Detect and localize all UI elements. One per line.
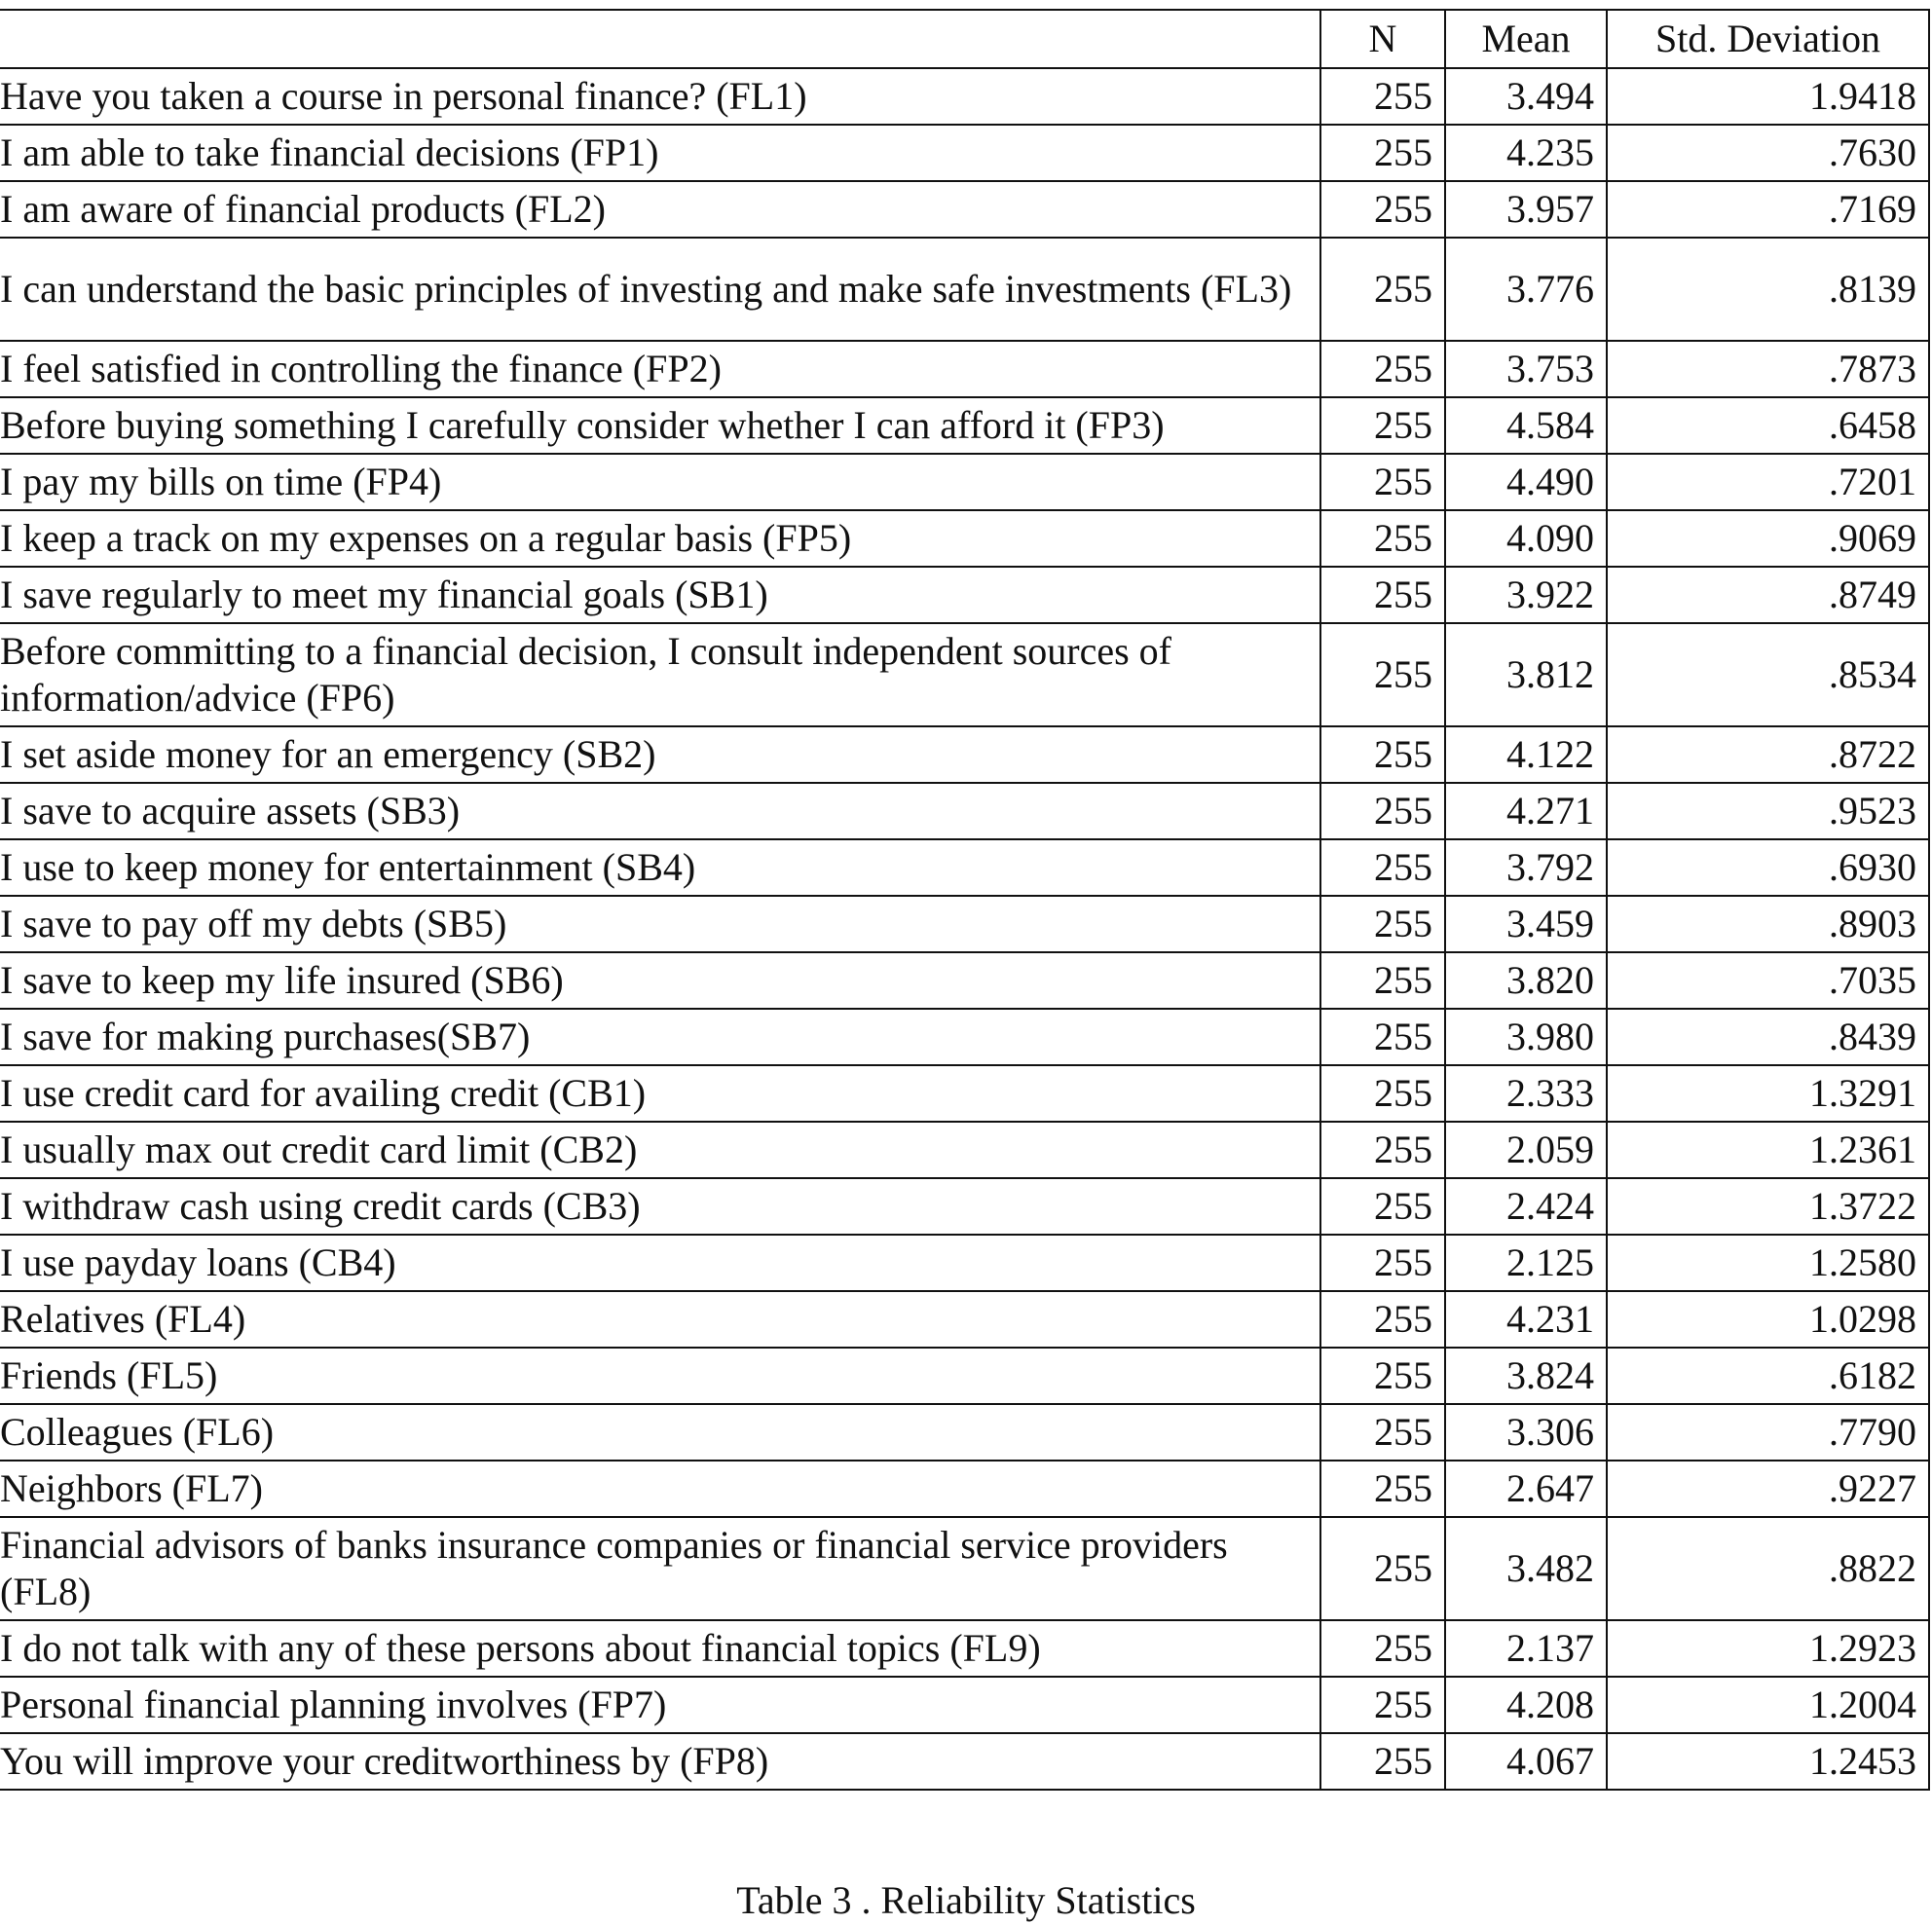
sd-cell: .9523 bbox=[1607, 783, 1929, 839]
item-cell: I pay my bills on time (FP4) bbox=[0, 454, 1320, 510]
table-row bbox=[0, 1404, 1929, 1461]
sd-cell: 1.3291 bbox=[1607, 1065, 1929, 1122]
n-cell: 255 bbox=[1320, 454, 1445, 510]
table-row bbox=[0, 1677, 1929, 1733]
table-row bbox=[0, 341, 1929, 397]
item-cell: Personal financial planning involves (FP7) bbox=[0, 1677, 1320, 1733]
sd-cell: .7201 bbox=[1607, 454, 1929, 510]
mean-cell: 3.482 bbox=[1445, 1517, 1607, 1620]
item-cell: I keep a track on my expenses on a regular basis (FP5) bbox=[0, 510, 1320, 567]
sd-cell: .7630 bbox=[1607, 125, 1929, 181]
n-cell: 255 bbox=[1320, 510, 1445, 567]
table-row bbox=[0, 623, 1929, 726]
table-row bbox=[0, 839, 1929, 896]
item-cell: I am able to take financial decisions (FP1) bbox=[0, 125, 1320, 181]
table-row bbox=[0, 397, 1929, 454]
sd-cell: 1.2004 bbox=[1607, 1677, 1929, 1733]
table-row bbox=[0, 454, 1929, 510]
n-cell: 255 bbox=[1320, 1404, 1445, 1461]
table-row bbox=[0, 896, 1929, 952]
n-cell: 255 bbox=[1320, 952, 1445, 1009]
mean-cell: 4.584 bbox=[1445, 397, 1607, 454]
table-row bbox=[0, 1178, 1929, 1235]
sd-cell: 1.2923 bbox=[1607, 1620, 1929, 1677]
table-row bbox=[0, 68, 1929, 125]
table-row bbox=[0, 1291, 1929, 1348]
item-cell: I can understand the basic principles of investing and make safe investments (FL3) bbox=[0, 238, 1320, 341]
table-row bbox=[0, 567, 1929, 623]
sd-cell: .9069 bbox=[1607, 510, 1929, 567]
n-cell: 255 bbox=[1320, 783, 1445, 839]
n-cell: 255 bbox=[1320, 1291, 1445, 1348]
n-cell: 255 bbox=[1320, 397, 1445, 454]
n-cell: 255 bbox=[1320, 839, 1445, 896]
mean-cell: 2.137 bbox=[1445, 1620, 1607, 1677]
item-cell: I use credit card for availing credit (CB1) bbox=[0, 1065, 1320, 1122]
n-cell: 255 bbox=[1320, 726, 1445, 783]
item-cell: Before buying something I carefully consider whether I can afford it (FP3) bbox=[0, 397, 1320, 454]
n-cell: 255 bbox=[1320, 341, 1445, 397]
n-cell: 255 bbox=[1320, 1235, 1445, 1291]
mean-cell: 2.333 bbox=[1445, 1065, 1607, 1122]
sd-cell: .8822 bbox=[1607, 1517, 1929, 1620]
item-cell: I am aware of financial products (FL2) bbox=[0, 181, 1320, 238]
n-cell: 255 bbox=[1320, 1517, 1445, 1620]
table-row bbox=[0, 125, 1929, 181]
mean-cell: 3.494 bbox=[1445, 68, 1607, 125]
item-cell: Have you taken a course in personal finance? (FL1) bbox=[0, 68, 1320, 125]
sd-cell: .8903 bbox=[1607, 896, 1929, 952]
item-cell: I do not talk with any of these persons about financial topics (FL9) bbox=[0, 1620, 1320, 1677]
mean-cell: 3.753 bbox=[1445, 341, 1607, 397]
mean-cell: 3.776 bbox=[1445, 238, 1607, 341]
sd-cell: .8139 bbox=[1607, 238, 1929, 341]
n-cell: 255 bbox=[1320, 125, 1445, 181]
n-cell: 255 bbox=[1320, 1461, 1445, 1517]
n-cell: 255 bbox=[1320, 1065, 1445, 1122]
item-cell: I save to pay off my debts (SB5) bbox=[0, 896, 1320, 952]
table-row bbox=[0, 783, 1929, 839]
sd-cell: .6182 bbox=[1607, 1348, 1929, 1404]
n-cell: 255 bbox=[1320, 1178, 1445, 1235]
mean-cell: 3.820 bbox=[1445, 952, 1607, 1009]
mean-cell: 2.125 bbox=[1445, 1235, 1607, 1291]
item-cell: I save to acquire assets (SB3) bbox=[0, 783, 1320, 839]
mean-cell: 3.922 bbox=[1445, 567, 1607, 623]
item-cell: I save regularly to meet my financial goals (SB1) bbox=[0, 567, 1320, 623]
table-caption: Table 3 . Reliability Statistics bbox=[736, 1878, 1196, 1922]
n-cell: 255 bbox=[1320, 181, 1445, 238]
mean-cell: 4.490 bbox=[1445, 454, 1607, 510]
sd-cell: .6458 bbox=[1607, 397, 1929, 454]
mean-cell: 3.957 bbox=[1445, 181, 1607, 238]
n-cell: 255 bbox=[1320, 1348, 1445, 1404]
sd-cell: 1.3722 bbox=[1607, 1178, 1929, 1235]
item-cell: Financial advisors of banks insurance companies or financial service providers (FL8) bbox=[0, 1517, 1320, 1620]
item-cell: I set aside money for an emergency (SB2) bbox=[0, 726, 1320, 783]
n-cell: 255 bbox=[1320, 238, 1445, 341]
item-cell: Relatives (FL4) bbox=[0, 1291, 1320, 1348]
table-row bbox=[0, 510, 1929, 567]
table-row bbox=[0, 181, 1929, 238]
item-cell: I use to keep money for entertainment (SB4) bbox=[0, 839, 1320, 896]
table-row bbox=[0, 1348, 1929, 1404]
table-row bbox=[0, 1517, 1929, 1620]
n-cell: 255 bbox=[1320, 1733, 1445, 1790]
sd-cell: 1.2580 bbox=[1607, 1235, 1929, 1291]
sd-cell: .8722 bbox=[1607, 726, 1929, 783]
n-cell: 255 bbox=[1320, 623, 1445, 726]
mean-cell: 3.824 bbox=[1445, 1348, 1607, 1404]
sd-cell: 1.0298 bbox=[1607, 1291, 1929, 1348]
sd-cell: .7873 bbox=[1607, 341, 1929, 397]
mean-cell: 4.271 bbox=[1445, 783, 1607, 839]
item-cell: Before committing to a financial decision, I consult independent sources of information/advice (FP6) bbox=[0, 623, 1320, 726]
n-cell: 255 bbox=[1320, 1620, 1445, 1677]
sd-cell: .8439 bbox=[1607, 1009, 1929, 1065]
header-std-deviation: Std. Deviation bbox=[1607, 10, 1929, 68]
n-cell: 255 bbox=[1320, 896, 1445, 952]
descriptive-statistics-table bbox=[0, 9, 1930, 1791]
mean-cell: 4.231 bbox=[1445, 1291, 1607, 1348]
table-row bbox=[0, 1122, 1929, 1178]
header-item bbox=[0, 10, 1320, 68]
sd-cell: .7790 bbox=[1607, 1404, 1929, 1461]
mean-cell: 4.067 bbox=[1445, 1733, 1607, 1790]
table-row bbox=[0, 238, 1929, 341]
sd-cell: .7169 bbox=[1607, 181, 1929, 238]
sd-cell: .7035 bbox=[1607, 952, 1929, 1009]
table-row bbox=[0, 1235, 1929, 1291]
table-row bbox=[0, 1065, 1929, 1122]
mean-cell: 3.459 bbox=[1445, 896, 1607, 952]
mean-cell: 3.792 bbox=[1445, 839, 1607, 896]
item-cell: I save for making purchases(SB7) bbox=[0, 1009, 1320, 1065]
mean-cell: 3.812 bbox=[1445, 623, 1607, 726]
header-n: N bbox=[1320, 10, 1445, 68]
n-cell: 255 bbox=[1320, 1122, 1445, 1178]
sd-cell: 1.2453 bbox=[1607, 1733, 1929, 1790]
table-row bbox=[0, 1620, 1929, 1677]
sd-cell: .9227 bbox=[1607, 1461, 1929, 1517]
mean-cell: 4.235 bbox=[1445, 125, 1607, 181]
n-cell: 255 bbox=[1320, 68, 1445, 125]
table-row bbox=[0, 1009, 1929, 1065]
item-cell: Colleagues (FL6) bbox=[0, 1404, 1320, 1461]
sd-cell: 1.9418 bbox=[1607, 68, 1929, 125]
mean-cell: 2.059 bbox=[1445, 1122, 1607, 1178]
table-row bbox=[0, 1461, 1929, 1517]
mean-cell: 2.424 bbox=[1445, 1178, 1607, 1235]
item-cell: I withdraw cash using credit cards (CB3) bbox=[0, 1178, 1320, 1235]
item-cell: You will improve your creditworthiness by (FP8) bbox=[0, 1733, 1320, 1790]
sd-cell: .6930 bbox=[1607, 839, 1929, 896]
item-cell: I usually max out credit card limit (CB2) bbox=[0, 1122, 1320, 1178]
n-cell: 255 bbox=[1320, 1677, 1445, 1733]
mean-cell: 3.306 bbox=[1445, 1404, 1607, 1461]
mean-cell: 2.647 bbox=[1445, 1461, 1607, 1517]
item-cell: I use payday loans (CB4) bbox=[0, 1235, 1320, 1291]
mean-cell: 4.208 bbox=[1445, 1677, 1607, 1733]
sd-cell: 1.2361 bbox=[1607, 1122, 1929, 1178]
sd-cell: .8534 bbox=[1607, 623, 1929, 726]
item-cell: Neighbors (FL7) bbox=[0, 1461, 1320, 1517]
item-cell: I feel satisfied in controlling the finance (FP2) bbox=[0, 341, 1320, 397]
table-row bbox=[0, 726, 1929, 783]
item-cell: I save to keep my life insured (SB6) bbox=[0, 952, 1320, 1009]
table-header-row bbox=[0, 10, 1929, 68]
table-row bbox=[0, 952, 1929, 1009]
n-cell: 255 bbox=[1320, 567, 1445, 623]
table-row bbox=[0, 1733, 1929, 1790]
n-cell: 255 bbox=[1320, 1009, 1445, 1065]
sd-cell: .8749 bbox=[1607, 567, 1929, 623]
mean-cell: 3.980 bbox=[1445, 1009, 1607, 1065]
header-mean: Mean bbox=[1445, 10, 1607, 68]
item-cell: Friends (FL5) bbox=[0, 1348, 1320, 1404]
mean-cell: 4.090 bbox=[1445, 510, 1607, 567]
mean-cell: 4.122 bbox=[1445, 726, 1607, 783]
